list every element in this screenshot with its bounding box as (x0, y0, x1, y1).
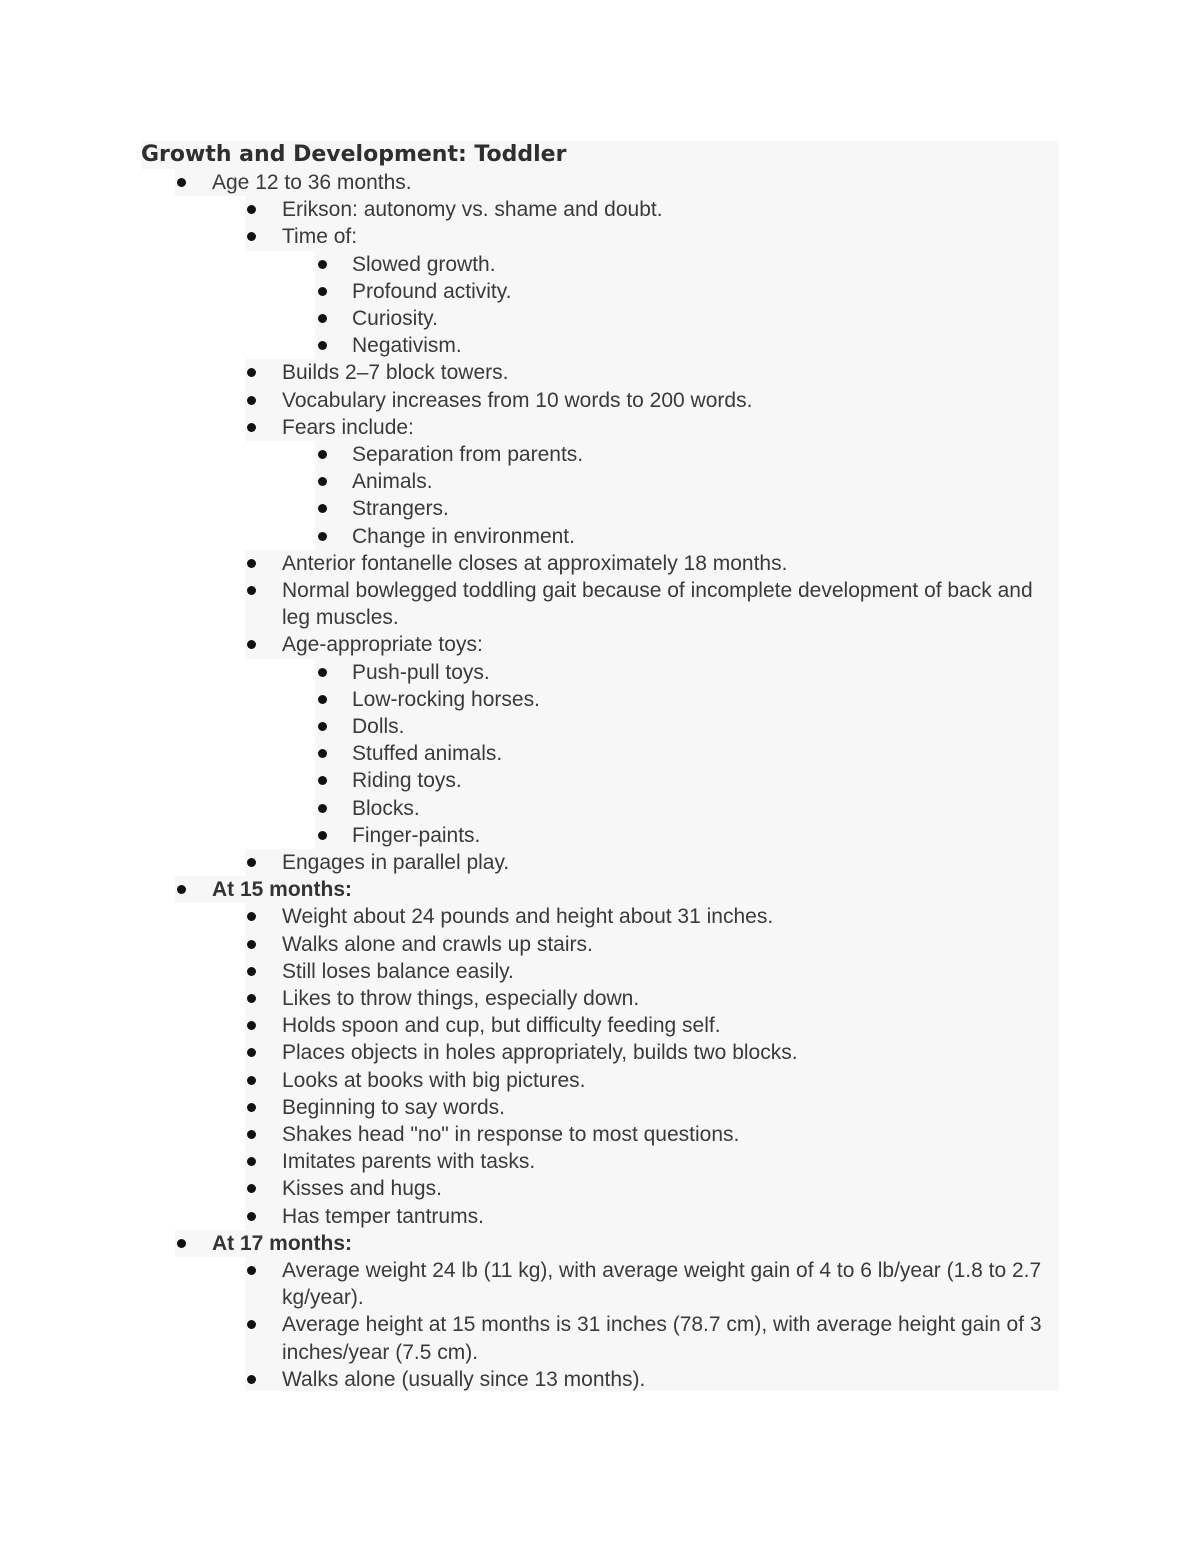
list-item: Time of: (282, 225, 358, 249)
indent-margin (141, 251, 315, 278)
list-item: Beginning to say words. (282, 1095, 505, 1119)
list-item: Holds spoon and cup, but difficulty feeding self. (282, 1014, 721, 1038)
document-body (141, 141, 1059, 1391)
bullet-icon (247, 1076, 256, 1085)
bullet-icon (177, 885, 186, 894)
indent-margin (141, 631, 245, 658)
indent-margin (141, 1039, 245, 1066)
indent-margin (141, 1175, 245, 1202)
indent-margin (141, 767, 315, 794)
indent-margin (141, 278, 315, 305)
indent-margin (141, 1311, 245, 1365)
list-item: Walks alone (usually since 13 months). (282, 1367, 646, 1391)
list-item: Negativism. (352, 334, 462, 358)
list-item: Age 12 to 36 months. (212, 171, 412, 194)
bullet-icon (247, 1048, 256, 1057)
indent-margin (141, 468, 315, 495)
bullet-icon (247, 640, 256, 649)
list-item: Walks alone and crawls up stairs. (282, 932, 593, 956)
list-item: Shakes head "no" in response to most questions. (282, 1123, 740, 1146)
indent-margin (141, 577, 245, 631)
indent-margin (141, 387, 245, 414)
indent-margin (141, 931, 245, 958)
list-item: Slowed growth. (352, 252, 496, 276)
bullet-icon (247, 1103, 256, 1112)
bullet-icon (247, 1375, 256, 1384)
list-item: Has temper tantrums. (282, 1204, 484, 1228)
indent-margin (141, 441, 315, 468)
indent-margin (141, 822, 315, 849)
indent-margin (141, 1121, 245, 1148)
section-heading: At 17 months: (212, 1231, 353, 1255)
indent-margin (141, 1230, 175, 1257)
bullet-icon (247, 858, 256, 867)
list-item: Looks at books with big pictures. (282, 1068, 586, 1092)
indent-margin (141, 740, 315, 767)
indent-margin (141, 1203, 245, 1230)
bullet-icon (247, 423, 256, 432)
bullet-icon (247, 1266, 256, 1275)
list-item: Places objects in holes appropriately, builds two blocks. (282, 1041, 798, 1065)
list-item: Average weight 24 lb (11 kg), with average weight gain of 4 to 6 lb/year (1.8 to 2.7 kg/year). (282, 1259, 1042, 1310)
indent-margin (141, 795, 315, 822)
indent-margin (141, 686, 315, 713)
list-item: Dolls. (352, 715, 405, 738)
bullet-icon (247, 586, 256, 595)
bullet-icon (247, 1157, 256, 1166)
indent-margin (141, 414, 245, 441)
bullet-icon (318, 477, 327, 486)
list-item: Profound activity. (352, 279, 512, 303)
bullet-icon (318, 722, 327, 731)
list-item: Average height at 15 months is 31 inches (78.7 cm), with average height gain of 3 inches/year (7.5 cm). (282, 1313, 1042, 1364)
bullet-icon (318, 668, 327, 677)
bullet-icon (318, 695, 327, 704)
bullet-icon (318, 804, 327, 813)
indent-margin (141, 849, 245, 876)
bullet-icon (247, 205, 256, 214)
indent-margin (141, 223, 245, 250)
list-item: Push-pull toys. (352, 660, 490, 684)
indent-margin (141, 1094, 245, 1121)
bullet-icon (318, 314, 327, 323)
bullet-icon (318, 831, 327, 840)
bullet-icon (247, 232, 256, 241)
indent-margin (141, 332, 315, 359)
bullet-icon (247, 1212, 256, 1221)
list-item: Stuffed animals. (352, 742, 503, 766)
list-item: Likes to throw things, especially down. (282, 987, 640, 1010)
list-item: Finger-paints. (352, 823, 481, 847)
indent-margin (141, 550, 245, 577)
document-title: Growth and Development: Toddler (141, 142, 567, 167)
bullet-icon (247, 940, 256, 949)
bullet-icon (177, 178, 186, 187)
bullet-icon (247, 559, 256, 568)
bullet-icon (318, 341, 327, 350)
indent-margin (141, 659, 315, 686)
bullet-icon (247, 1021, 256, 1030)
indent-margin (141, 305, 315, 332)
list-item: Erikson: autonomy vs. shame and doubt. (282, 198, 663, 222)
bullet-icon (247, 967, 256, 976)
indent-margin (141, 903, 245, 930)
indent-margin (141, 1067, 245, 1094)
list-item: Change in environment. (352, 524, 575, 548)
bullet-icon (318, 776, 327, 785)
indent-margin (141, 196, 245, 223)
bullet-icon (177, 1239, 186, 1248)
list-item: Low-rocking horses. (352, 687, 540, 711)
indent-margin (141, 359, 245, 386)
bullet-icon (318, 450, 327, 459)
list-item: Engages in parallel play. (282, 851, 510, 874)
list-item: Curiosity. (352, 307, 438, 330)
list-item: Fears include: (282, 415, 414, 439)
list-item: Normal bowlegged toddling gait because of incomplete development of back and leg muscles. (282, 579, 1033, 630)
list-item: Blocks. (352, 796, 420, 820)
bullet-icon (318, 504, 327, 513)
list-item: Still loses balance easily. (282, 959, 514, 983)
list-item: Imitates parents with tasks. (282, 1150, 536, 1174)
list-item: Separation from parents. (352, 443, 584, 466)
section-heading: At 15 months: (212, 878, 353, 902)
bullet-icon (318, 287, 327, 296)
list-item: Builds 2–7 block towers. (282, 361, 509, 385)
bullet-icon (247, 396, 256, 405)
list-item: Weight about 24 pounds and height about 31 inches. (282, 905, 774, 929)
list-item: Animals. (352, 470, 433, 494)
indent-margin (141, 1257, 245, 1311)
list-item: Age-appropriate toys: (282, 633, 483, 657)
list-item: Anterior fontanelle closes at approximately 18 months. (282, 551, 788, 575)
indent-margin (141, 985, 245, 1012)
bullet-icon (318, 260, 327, 269)
bullet-icon (247, 1184, 256, 1193)
list-item: Vocabulary increases from 10 words to 200 words. (282, 388, 753, 412)
bullet-icon (247, 1130, 256, 1139)
indent-margin (141, 958, 245, 985)
indent-margin (141, 876, 175, 903)
indent-margin (141, 1148, 245, 1175)
bullet-icon (318, 532, 327, 541)
indent-margin (141, 495, 315, 522)
list-item: Strangers. (352, 497, 449, 521)
indent-margin (141, 713, 315, 740)
bullet-icon (318, 749, 327, 758)
list-item: Kisses and hugs. (282, 1177, 442, 1201)
bullet-icon (247, 994, 256, 1003)
bullet-icon (247, 368, 256, 377)
bullet-icon (247, 1320, 256, 1329)
indent-margin (141, 1012, 245, 1039)
bullet-icon (247, 912, 256, 921)
indent-margin (141, 1366, 245, 1393)
list-item: Riding toys. (352, 769, 462, 793)
indent-margin (141, 169, 175, 196)
indent-margin (141, 523, 315, 550)
